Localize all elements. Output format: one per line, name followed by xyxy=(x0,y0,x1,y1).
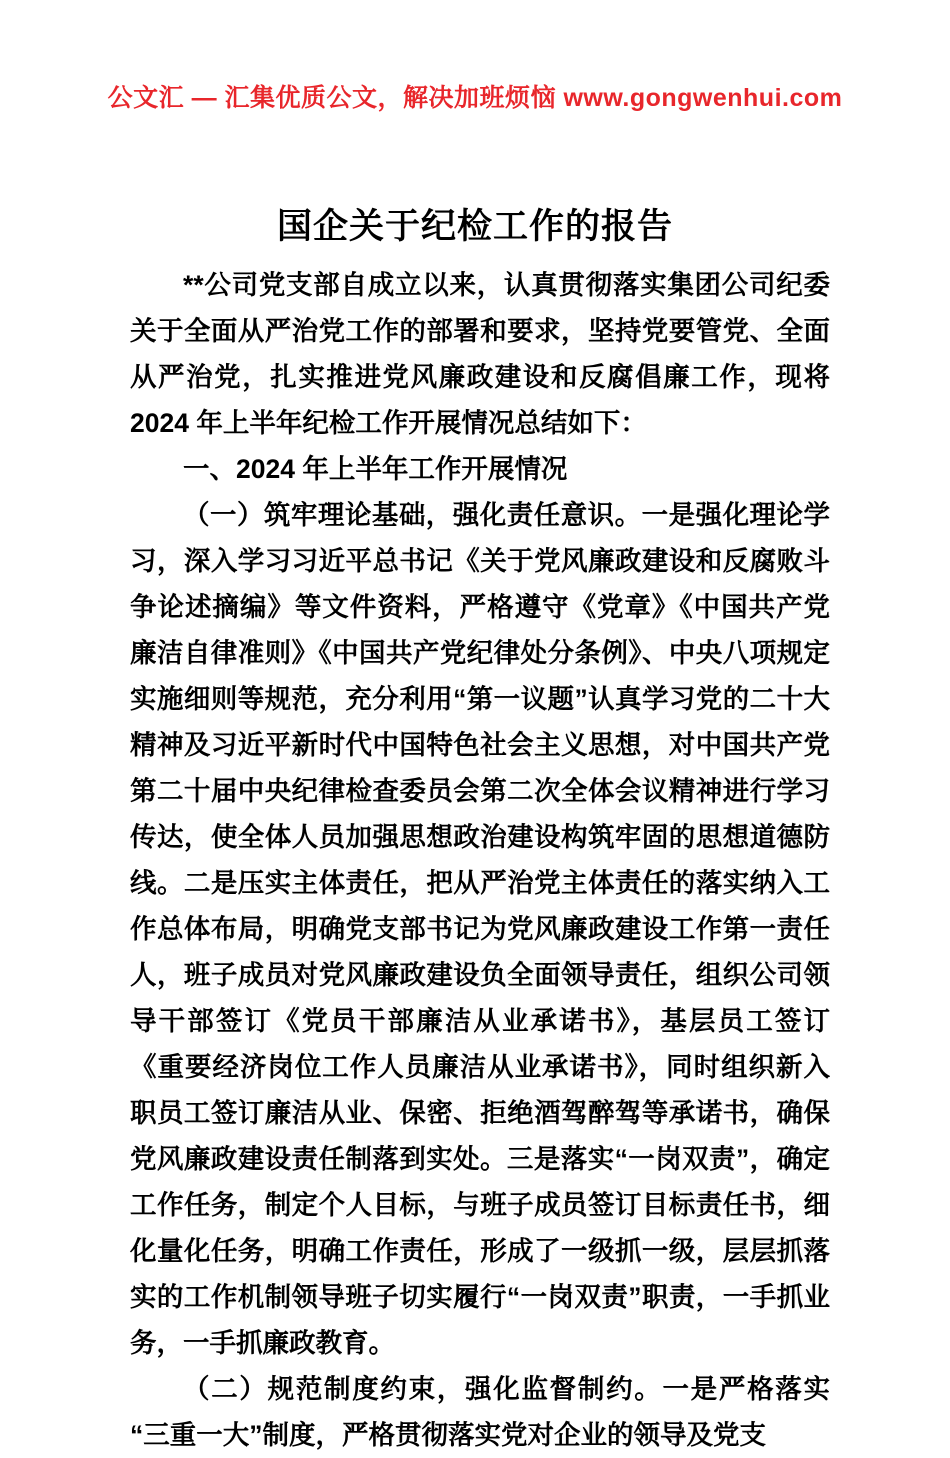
watermark-banner: 公文汇 — 汇集优质公文，解决加班烦恼 www.gongwenhui.com xyxy=(107,84,843,112)
paragraph-1: **公司党支部自成立以来，认真贯彻落实集团公司纪委关于全面从严治党工作的部署和要求，坚持党要管党、全面从严治党，扎实推进党风廉政建设和反腐倡廉工作，现将 2024 年上半年纪检工作开展情况总结如下： xyxy=(130,270,830,438)
paragraph-3: （一）筑牢理论基础，强化责任意识。一是强化理论学习，深入学习习近平总书记《关于党风廉政建设和反腐败斗争论述摘编》等文件资料，严格遵守《党章》《中国共产党廉洁自律准则》《中国共产党纪律处分条例》、中央八项规定实施细则等规范，充分利用“第一议题”认真学习党的二十大精神及习近平新时代中国特色社会主义思想，对中国共产党第二十届中央纪律检查委员会第二次全体会议精神进行学习传达，使全体人员加强思想政治建设构筑牢固的思想道德防线。二是压实主体责任，把从严治党主体责任的落实纳入工作总体布局，明确党支部书记为党风廉政建设工作第一责任人，班子成员对党风廉政建设负全面领导责任，组织公司领导干部签订《党员干部廉洁从业承诺书》，基层员工签订《重要经济岗位工作人员廉洁从业承诺书》，同时组织新入职员工签订廉洁从业、保密、拒绝酒驾醉驾等承诺书，确保党风廉政建设责任制落到实处。三是落实“一岗双责”，确定工作任务，制定个人目标，与班子成员签订目标责任书，细化量化任务，明确工作责任，形成了一级抓一级，层层抓落实的工作机制领导班子切实履行“一岗双责”职责，一手抓业务，一手抓廉政教育。 xyxy=(130,500,830,1358)
document-body xyxy=(130,262,830,1458)
paragraph-4: （二）规范制度约束，强化监督制约。一是严格落实“三重一大”制度，严格贯彻落实党对企业的领导及党支 xyxy=(130,1374,830,1450)
paragraph-2: 一、2024 年上半年工作开展情况 xyxy=(183,454,568,484)
page-title: 国企关于纪检工作的报告 xyxy=(276,207,673,247)
